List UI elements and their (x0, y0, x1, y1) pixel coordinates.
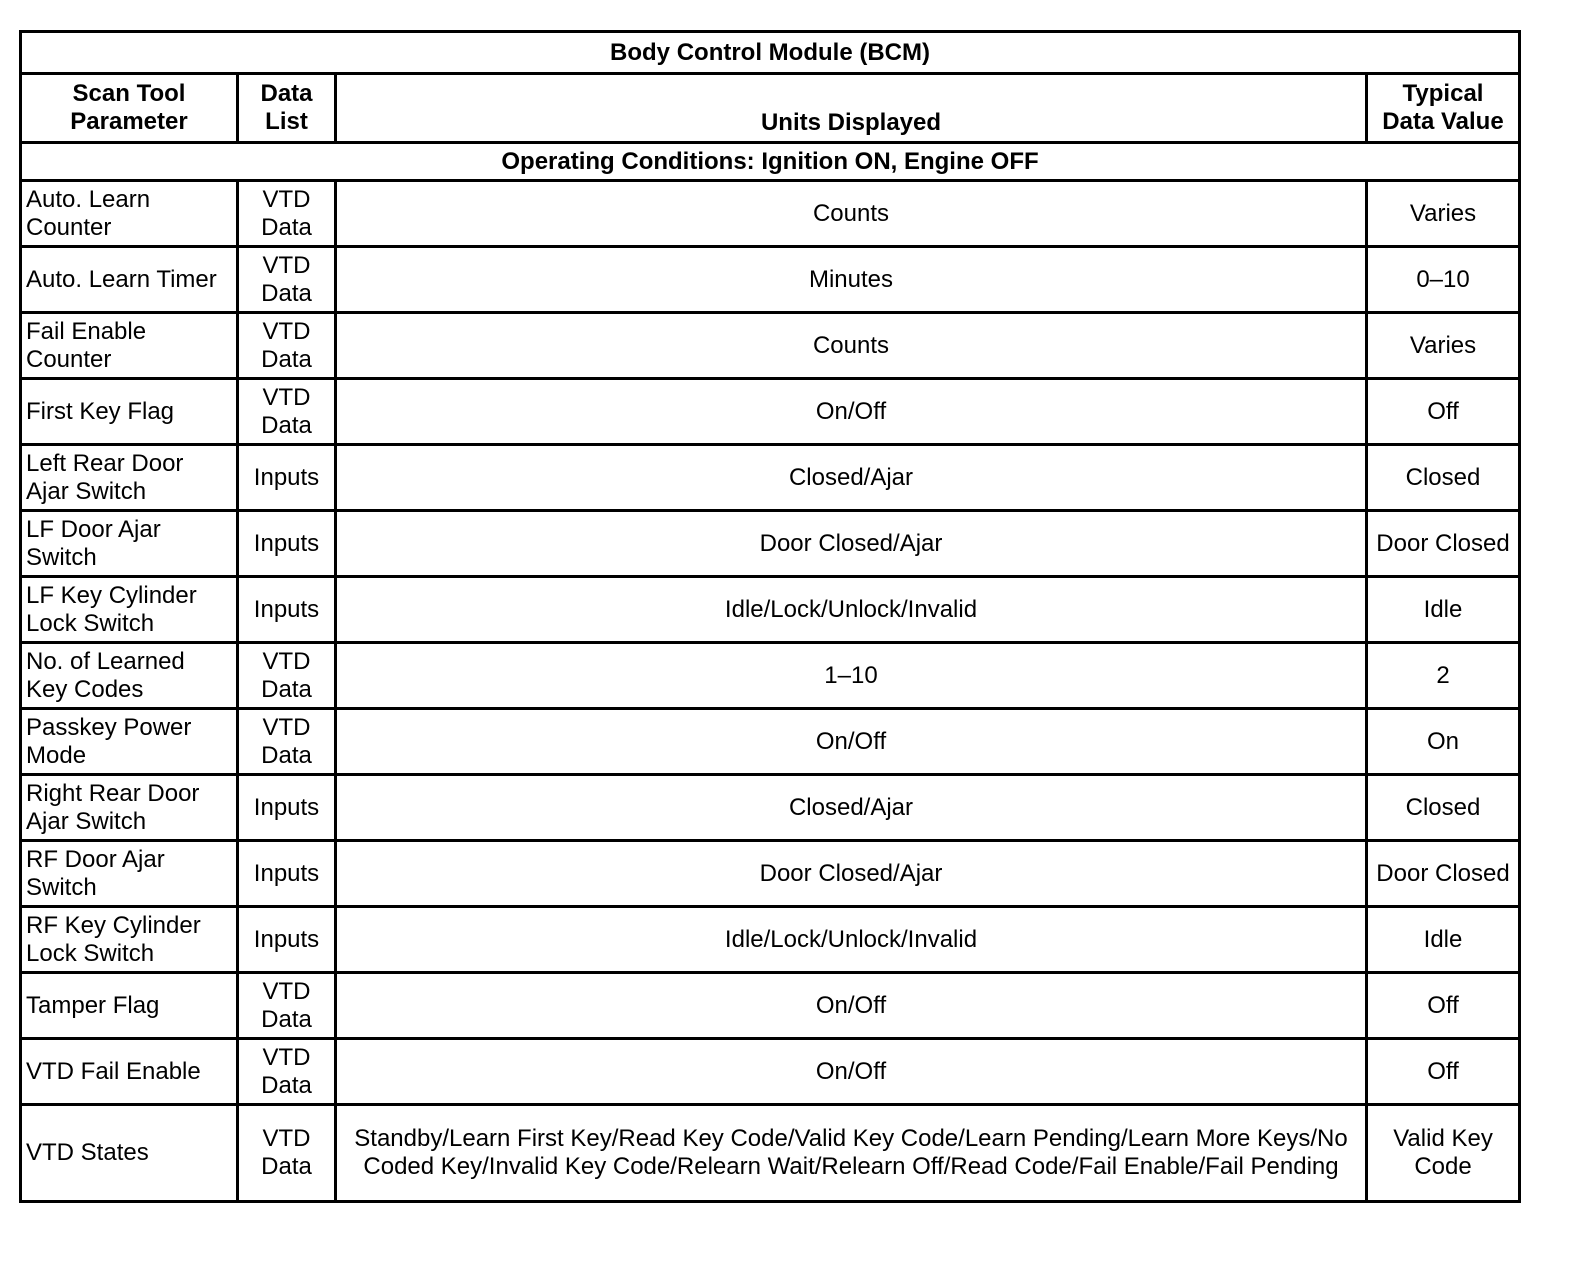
typical-value-cell-line: Code (1414, 1153, 1472, 1180)
data-list-cell (238, 445, 336, 511)
table-row (21, 511, 1520, 577)
data-list-cell-line: Inputs (253, 529, 320, 557)
parameter-cell-line: Ajar Switch (26, 807, 147, 835)
typical-value-cell (1367, 709, 1520, 775)
typical-value-cell-line: Idle (1423, 925, 1463, 953)
typical-value-cell (1367, 511, 1520, 577)
units-cell: Idle/Lock/Unlock/Invalid (336, 577, 1367, 643)
data-list-cell-line: Data (261, 741, 312, 769)
parameter-cell-line: Auto. Learn (26, 185, 151, 213)
parameter-cell-line: RF Key Cylinder (26, 911, 201, 939)
header-row (21, 74, 1520, 143)
data-list-cell (238, 511, 336, 577)
typical-value-cell-line: Varies (1409, 331, 1477, 359)
parameter-cell-line: Key Codes (26, 675, 144, 703)
typical-value-cell (1367, 1105, 1520, 1202)
data-list-cell (238, 313, 336, 379)
typical-value-cell (1367, 379, 1520, 445)
data-list-cell-line: Inputs (253, 595, 320, 623)
data-list-cell (238, 775, 336, 841)
units-cell: On/Off (336, 709, 1367, 775)
table-row (21, 907, 1520, 973)
parameter-cell (21, 181, 238, 247)
units-cell: Idle/Lock/Unlock/Invalid (336, 907, 1367, 973)
parameter-cell-line: LF Key Cylinder (26, 581, 197, 609)
operating-conditions-row (21, 143, 1520, 181)
typical-value-cell-line: Off (1427, 991, 1459, 1019)
parameter-cell (21, 907, 238, 973)
parameter-cell (21, 313, 238, 379)
table-title-row (21, 32, 1520, 74)
units-cell: Door Closed/Ajar (336, 511, 1367, 577)
parameter-cell-line: Lock Switch (26, 609, 155, 637)
parameter-cell-line: RF Door Ajar (26, 845, 165, 873)
data-list-cell-line: Data (261, 279, 312, 307)
parameter-cell (21, 709, 238, 775)
typical-value-cell (1367, 313, 1520, 379)
header-scan-tool-parameter: Scan Tool Parameter (21, 74, 238, 143)
units-cell: Door Closed/Ajar (336, 841, 1367, 907)
parameter-cell-line: Passkey Power (26, 713, 192, 741)
parameter-cell (21, 775, 238, 841)
parameter-cell-line: First Key Flag (26, 397, 175, 425)
parameter-cell-line: VTD Fail Enable (26, 1057, 201, 1085)
parameter-cell-line: Switch (26, 543, 97, 571)
data-list-cell-line: VTD (262, 713, 311, 741)
typical-value-cell-line: Closed (1405, 793, 1481, 821)
units-cell: On/Off (336, 379, 1367, 445)
table-row (21, 709, 1520, 775)
typical-value-cell (1367, 577, 1520, 643)
data-list-cell-line: VTD (262, 1125, 311, 1152)
data-list-cell-line: Data (261, 675, 312, 703)
parameter-cell (21, 379, 238, 445)
header-units-displayed: Units Displayed (336, 74, 1367, 143)
typical-value-cell-line: 0–10 (1416, 265, 1470, 293)
data-list-cell (238, 841, 336, 907)
parameter-cell-line: Auto. Learn Timer (26, 265, 217, 293)
data-list-cell-line: Data (261, 345, 312, 373)
parameter-cell (21, 841, 238, 907)
table-row (21, 775, 1520, 841)
data-list-cell-line: Inputs (253, 859, 320, 887)
data-list-cell-line: VTD (262, 185, 311, 213)
table-row (21, 181, 1520, 247)
header-typical-data-value: Typical Data Value (1367, 74, 1520, 143)
data-list-cell-line: Inputs (253, 925, 320, 953)
parameter-cell-line: Switch (26, 873, 97, 901)
parameter-cell-line: Mode (26, 741, 87, 769)
typical-value-cell (1367, 1039, 1520, 1105)
parameter-cell (21, 577, 238, 643)
data-list-cell (238, 709, 336, 775)
typical-value-cell-line: Off (1427, 1057, 1459, 1085)
table-row (21, 445, 1520, 511)
typical-value-cell (1367, 973, 1520, 1039)
parameter-cell-line: Lock Switch (26, 939, 155, 967)
parameter-cell (21, 247, 238, 313)
parameter-cell (21, 973, 238, 1039)
table-row (21, 841, 1520, 907)
parameter-cell-line: No. of Learned (26, 647, 185, 675)
data-list-cell (238, 577, 336, 643)
typical-value-cell-line: Door Closed (1376, 529, 1510, 557)
data-list-cell-line: VTD (262, 1043, 311, 1071)
parameter-cell (21, 1039, 238, 1105)
data-list-cell (238, 973, 336, 1039)
data-list-cell (238, 379, 336, 445)
units-cell: On/Off (336, 973, 1367, 1039)
units-cell: 1–10 (336, 643, 1367, 709)
data-list-cell (238, 247, 336, 313)
parameter-cell-line: Tamper Flag (26, 991, 160, 1019)
typical-value-cell-line: On (1427, 727, 1460, 755)
parameter-cell-line: Counter (26, 213, 112, 241)
data-list-cell-line: Data (261, 213, 312, 241)
parameter-cell (21, 511, 238, 577)
typical-value-cell (1367, 181, 1520, 247)
table-row (21, 643, 1520, 709)
parameter-cell (21, 643, 238, 709)
parameter-cell-line: LF Door Ajar (26, 515, 161, 543)
typical-value-cell-line: Closed (1405, 463, 1481, 491)
typical-value-cell (1367, 643, 1520, 709)
units-cell: Closed/Ajar (336, 445, 1367, 511)
table-title: Body Control Module (BCM) (21, 32, 1520, 74)
data-list-cell-line: VTD (262, 383, 311, 411)
typical-value-cell-line: Door Closed (1376, 859, 1510, 887)
units-cell: Minutes (336, 247, 1367, 313)
data-list-cell-line: VTD (262, 977, 311, 1005)
data-list-cell (238, 181, 336, 247)
typical-value-cell-line: 2 (1436, 661, 1450, 689)
units-cell: Counts (336, 181, 1367, 247)
table-row (21, 379, 1520, 445)
typical-value-cell (1367, 907, 1520, 973)
parameter-cell-line: Fail Enable (26, 317, 147, 345)
typical-value-cell (1367, 247, 1520, 313)
table-row (21, 1039, 1520, 1105)
data-list-cell-line: Inputs (253, 463, 320, 491)
units-cell: Closed/Ajar (336, 775, 1367, 841)
data-list-cell (238, 643, 336, 709)
parameter-cell (21, 445, 238, 511)
data-list-cell-line: Data (261, 1005, 312, 1033)
data-list-cell-line: Data (261, 1153, 312, 1180)
parameter-cell (21, 1105, 238, 1202)
parameter-cell-line: Right Rear Door (26, 779, 200, 807)
parameter-cell-line: VTD States (26, 1139, 149, 1166)
table-row (21, 247, 1520, 313)
data-list-cell-line: Inputs (253, 793, 320, 821)
typical-value-cell-line: Off (1427, 397, 1459, 425)
parameter-cell-line: Left Rear Door (26, 449, 184, 477)
operating-conditions: Operating Conditions: Ignition ON, Engine OFF (21, 143, 1520, 181)
bcm-data-table (19, 30, 1521, 1203)
data-list-cell-line: Data (261, 411, 312, 439)
data-list-cell-line: VTD (262, 251, 311, 279)
parameter-cell-line: Counter (26, 345, 112, 373)
table-row (21, 973, 1520, 1039)
data-list-cell (238, 907, 336, 973)
data-list-cell (238, 1039, 336, 1105)
parameter-cell-line: Ajar Switch (26, 477, 147, 505)
typical-value-cell-line: Varies (1409, 199, 1477, 227)
typical-value-cell (1367, 775, 1520, 841)
data-list-cell (238, 1105, 336, 1202)
units-cell: On/Off (336, 1039, 1367, 1105)
typical-value-cell-line: Valid Key (1393, 1125, 1493, 1152)
typical-value-cell (1367, 841, 1520, 907)
table-row (21, 1105, 1520, 1202)
units-cell: Counts (336, 313, 1367, 379)
header-data-list: Data List (238, 74, 336, 143)
data-list-cell-line: Data (261, 1071, 312, 1099)
data-list-cell-line: VTD (262, 317, 311, 345)
data-list-cell-line: VTD (262, 647, 311, 675)
table-row (21, 577, 1520, 643)
typical-value-cell (1367, 445, 1520, 511)
units-cell: Standby/Learn First Key/Read Key Code/Valid Key Code/Learn Pending/Learn More Keys/No Coded Key/Invalid Key Code/Relearn Wait/Relearn Off/Read Code/Fail Enable/Fail Pending (336, 1105, 1367, 1202)
typical-value-cell-line: Idle (1423, 595, 1463, 623)
table-row (21, 313, 1520, 379)
